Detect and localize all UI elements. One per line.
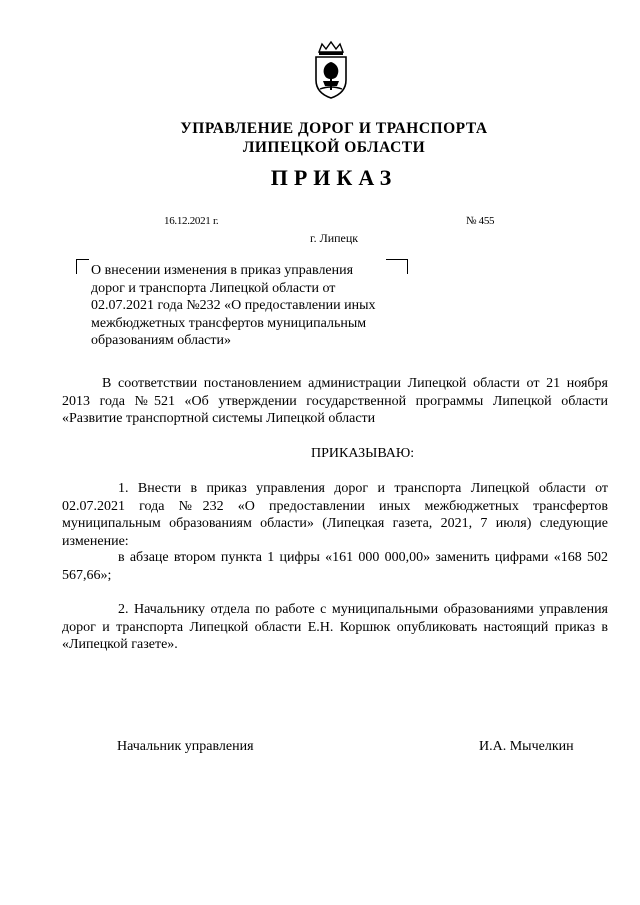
subject-bracket-left [76,259,89,274]
organization-name-line1: УПРАВЛЕНИЕ ДОРОГ И ТРАНСПОРТА [180,120,488,137]
order-item-1-detail: в абзаце втором пункта 1 цифры «161 000 000,00» заменить цифрами «168 502 567,66»; [62,550,608,583]
subject-line: межбюджетных трансфертов муниципальным [91,315,367,331]
preamble-paragraph: В соответствии постановлением администрации Липецкой области от 21 ноября 2013 года №521 «Об утверждении государственной программы Липецкой области «Развитие транспортной системы Липецкой области [62,376,608,426]
subject-bracket-right [386,259,408,274]
signatory-role: Начальник управления [117,739,254,754]
document-date: 16.12.2021 г. [164,215,219,227]
subject-line: 02.07.2021 года №232 «О предоставлении иных [91,298,376,313]
subject-line: дорог и транспорта Липецкой области от [91,280,336,296]
document-type-title: ПРИКАЗ [270,165,398,190]
subject-line: образованиям области» [91,333,232,348]
document-number: № 455 [466,215,495,227]
signatory-name: И.А. Мычелкин [479,739,574,754]
order-item-1: 1. Внести в приказ управления дорог и транспорта Липецкой области от 02.07.2021 года №232 «О предоставлении иных межбюджетных трансфертов муниципальным образованиям области» (Липецкая газета, 2021, 7 июля) следующие изменение: [62,481,608,549]
subject-line: О внесении изменения в приказ управления [91,263,354,278]
coat-of-arms-emblem [311,40,351,100]
organization-name-line2: ЛИПЕЦКОЙ ОБЛАСТИ [242,139,426,156]
document-subject [91,262,376,350]
document-city: г. Липецк [310,231,359,245]
order-heading: ПРИКАЗЫВАЮ: [311,446,415,461]
order-item-2: 2. Начальнику отдела по работе с муниципальными образованиями управления дорог и транспорта Липецкой области Е.Н. Коршюк опубликовать настоящий приказ в «Липецкой газете». [62,602,608,652]
